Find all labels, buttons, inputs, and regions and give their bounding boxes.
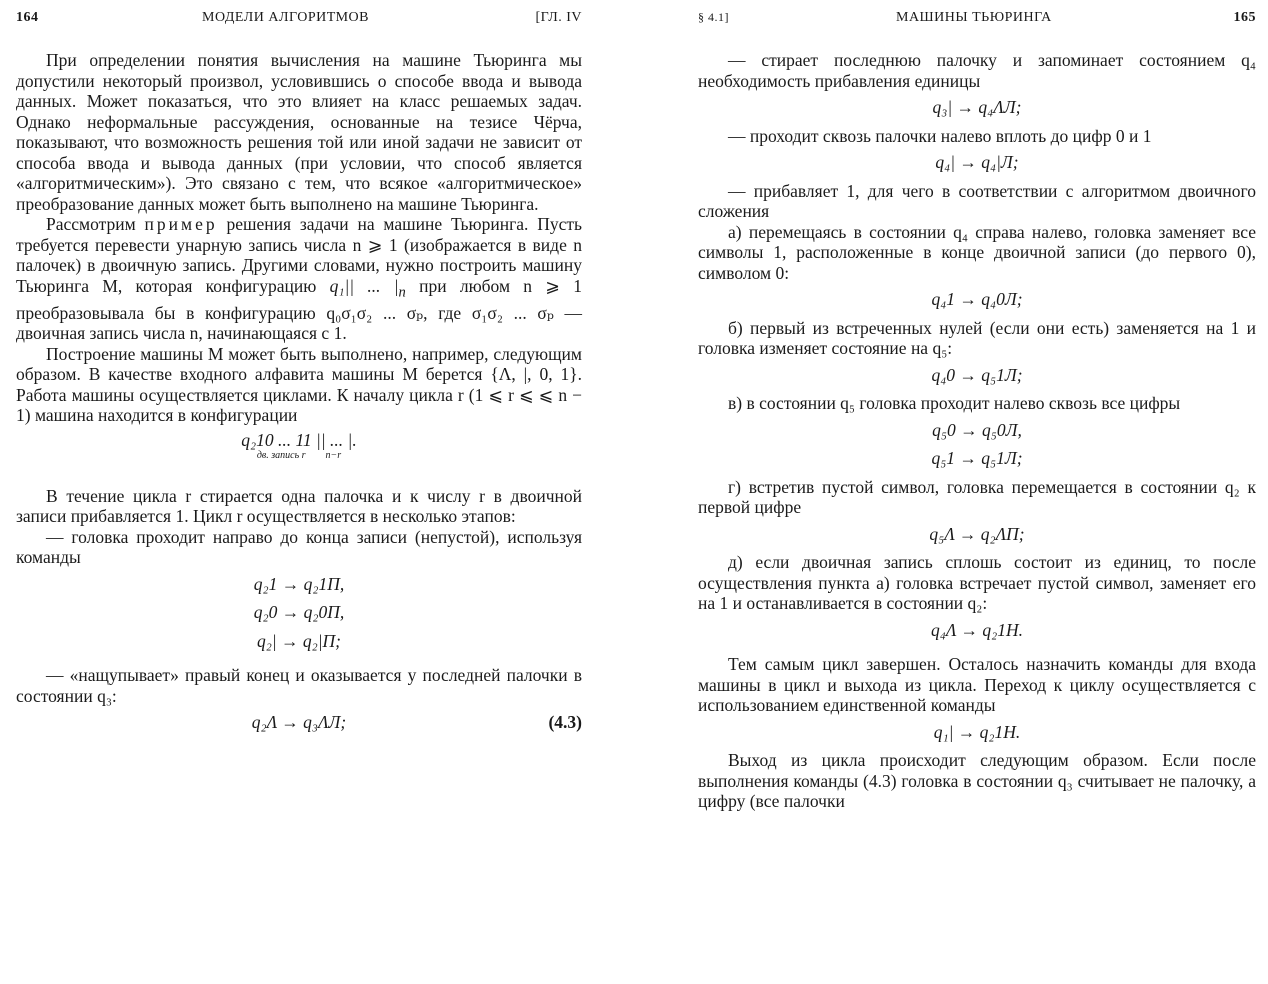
chapter-ref: [ГЛ. IV xyxy=(535,10,582,25)
paragraph: Рассмотрим пример решения задачи на машине Тьюринга. Пусть требуется перевести унарную запись числа n ⩾ 1 (изображается в виде n палочек) в двоичную запись. Другими словами, нужно построить машину Тьюринга M, которая конфигурацию q₁|| ... $|_n$ при любом n ⩾ 1 преобразовывала бы в конфигурацию q₀σ₁σ₂ ... σₚ, где σ₁σ₂ ... σₚ — двоичная запись числа n, начинающаяся с 1. xyxy=(16,214,583,343)
configuration-formula: q₂10 ... 11 || ... |. дв. запись r n−r xyxy=(241,429,357,461)
running-title: МАШИНЫ ТЬЮРИНГА xyxy=(896,10,1052,25)
running-title: МОДЕЛИ АЛГОРИТМОВ xyxy=(202,10,370,25)
formula: q₅0 → q₅0Л, xyxy=(932,419,1022,440)
paragraph: — стирает последнюю палочку и запоминает состоянием q₄ необходимость прибавления единицы xyxy=(698,50,1256,91)
paragraph: В течение цикла r стирается одна палочка и к числу r в двоичной записи прибавляется 1. Цикл r осуществляется в несколько этапов: xyxy=(16,485,582,526)
brace-label: n xyxy=(398,284,406,300)
left-page-body xyxy=(16,50,582,733)
numbered-formula: q₂Λ → q₃ΛЛ; (4.3) xyxy=(251,712,582,732)
formula: q₂0 → q₂0П, xyxy=(253,602,345,622)
paragraph: г) встретив пустой символ, головка перемещается в состоянии q₂ к первой цифре xyxy=(698,476,1256,517)
formula: q₁| → q₂1Н. xyxy=(933,721,1021,742)
page-number: 165 xyxy=(1233,10,1256,25)
paragraph: Тем самым цикл завершен. Осталось назначить команды для входа машины в цикл и выхода из цикла. Переход к циклу осуществляется с использованием единственной команды xyxy=(698,654,1256,715)
right-page-body xyxy=(698,50,1256,812)
paragraph: — проходит сквозь палочки налево вплоть до цифр 0 и 1 xyxy=(728,125,1152,146)
inline-configuration: q₁|| ... $|_n$ xyxy=(329,275,406,300)
brace-label: дв. запись r xyxy=(256,450,306,461)
paragraph: в) в состоянии q₅ головка проходит налево сквозь все цифры xyxy=(728,393,1181,413)
equation-number: (4.3) xyxy=(548,712,582,732)
formula: q₄Λ → q₂1Н. xyxy=(931,619,1023,640)
formula: q₄| → q₄|Л; xyxy=(935,152,1019,172)
paragraph: а) перемещаясь в состоянии q₄ справа налево, головка заменяет все символы 1, расположенные в конце двоичной записи (до первого 0), символом 0: xyxy=(698,221,1256,283)
brace-label: n−r xyxy=(325,450,342,461)
emphasis: пример xyxy=(144,214,218,234)
formula: q₅1 → q₅1Л; xyxy=(931,448,1023,468)
paragraph: — прибавляет 1, для чего в соответствии с алгоритмом двоичного сложения xyxy=(698,180,1256,221)
paragraph: б) первый из встреченных нулей (если они есть) заменяется на 1 и головка изменяет состояние на q₅: xyxy=(698,317,1256,358)
paragraph: Построение машины M может быть выполнено, например, следующим образом. В качестве входного алфавита машины M берется {Λ, |, 0, 1}. Работа машины осуществляется циклами. К началу цикла r (1 ⩽ r ⩽ ⩽ n − 1) машина находится в конфигурации xyxy=(16,343,582,425)
formula: q₅Λ → q₂ΛП; xyxy=(929,523,1025,544)
formula: q₃| → q₄ΛЛ; xyxy=(932,97,1022,117)
paragraph: — головка проходит направо до конца записи (непустой), используя команды xyxy=(16,526,582,567)
formula: q₄1 → q₄0Л; xyxy=(931,289,1023,309)
page-number: 164 xyxy=(16,10,39,25)
right-page xyxy=(634,0,1268,984)
paragraph: — «нащупывает» правый конец и оказывается у последней палочки в состоянии q₃: xyxy=(16,665,582,706)
formula: q₂| → q₂|П; xyxy=(256,630,341,651)
paragraph: При определении понятия вычисления на машине Тьюринга мы допустили некоторый произвол, условившись о способе ввода и вывода данных. Может показаться, что это влияет на класс решаемых задач. Однако неформальные рассуждения, основанные на тезисе Чёрча, показывают, что возможность решения той или иной задачи не зависит от способа ввода и вывода данных (при условии, что способ является «алгоритмическим»). Это связано с тем, что всякое «алгоритмическое» преобразование данных может быть выполнено на машине Тьюринга. xyxy=(16,50,582,214)
formula: q₂1 → q₂1П, xyxy=(253,573,345,594)
formula: q₄0 → q₅1Л; xyxy=(931,364,1023,385)
paragraph: д) если двоичная запись сплошь состоит из единиц, то после осуществления пункта а) головка встречает пустой символ, заменяет его на 1 и останавливается в состоянии q₂: xyxy=(698,552,1256,613)
section-ref: § 4.1] xyxy=(698,10,729,24)
left-page-header xyxy=(16,0,582,50)
paragraph: Выход из цикла происходит следующим образом. Если после выполнения команды (4.3) головка в состоянии q₃ считывает не палочку, а цифру (все палочки xyxy=(698,750,1256,811)
right-page-header xyxy=(698,0,1256,50)
